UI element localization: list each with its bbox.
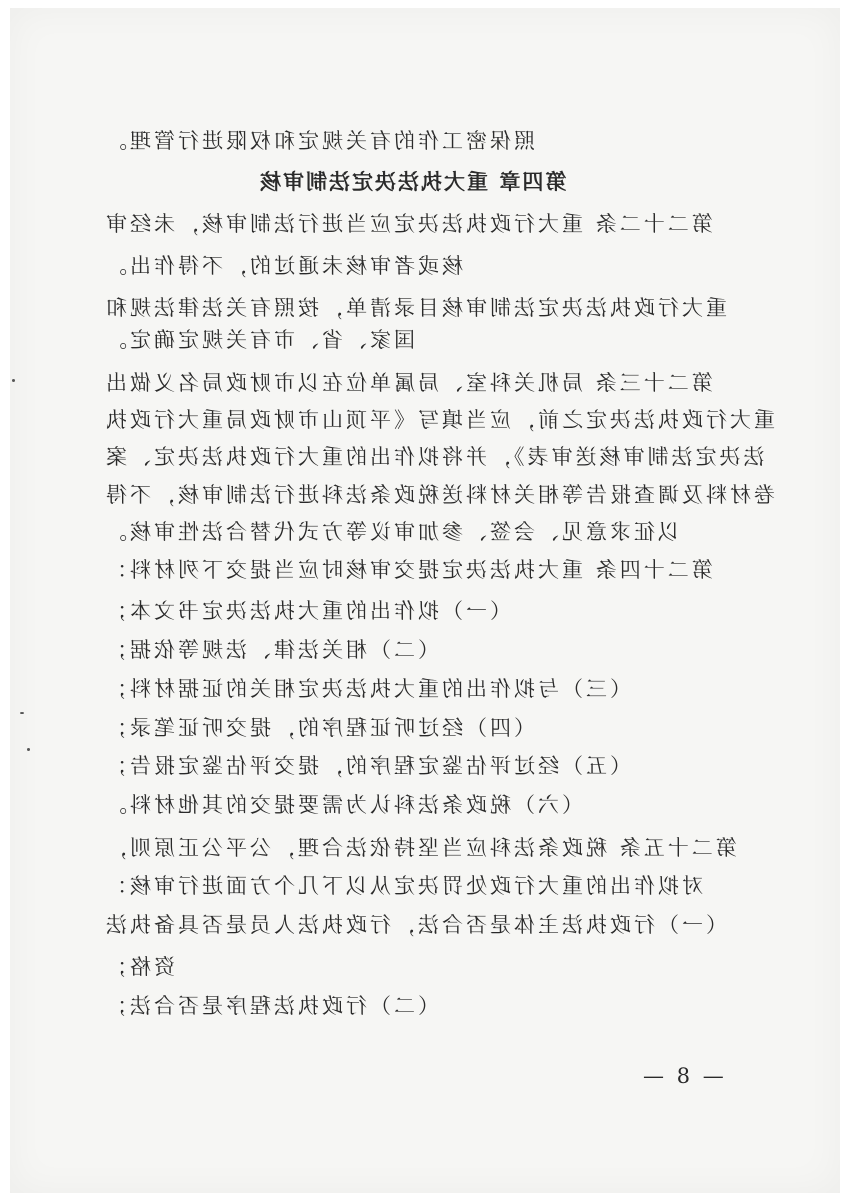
list-item-5: （五）经过评估鉴定程序的，提交评估鉴定报告； (103, 754, 631, 778)
text-line-21: （一）行政执法主体是否合法，行政执法人员是否具备执法 (103, 913, 727, 937)
text-line-11: 以征求意见、会签、参加审议等方式代替合法性审核。 (103, 520, 679, 544)
list-item-6: （六）税政条法科认为需要提交的其他材料。 (103, 793, 583, 817)
text-line-10: 卷材料及调查报告等相关材料送税政条法科进行法制审核，不得 (103, 483, 775, 507)
page-number: — 8 — (640, 1064, 724, 1088)
scan-speck (12, 379, 15, 382)
text-line-6: 国家、省、市有关规定确定。 (103, 328, 415, 352)
text-line-22: 资格； (103, 955, 175, 979)
text-line-20: 对拟作出的重大行政处罚决定从以下几个方面进行审核： (103, 874, 703, 898)
text-line-12: 第二十四条 重大执法决定提交审核时应当提交下列材料： (103, 558, 713, 582)
list-item-2: （二）相关法律、法规等依据； (103, 638, 439, 662)
text-line-19: 第二十五条 税政条法科应当坚持依法合理，公平公正原则， (103, 836, 737, 860)
scan-speck (20, 712, 24, 714)
text-line-8: 重大行政执法决定之前，应当填写《平顶山市财政局重大行政执 (103, 408, 775, 432)
list-item-3: （三）与拟作出的重大执法决定相关的证据材料； (103, 677, 631, 701)
chapter-heading: 第四章 重大执法决定法制审核 (258, 170, 567, 194)
list-item-4: （四）经过听证程序的，提交听证笔录； (103, 716, 535, 740)
scan-speck (27, 748, 30, 751)
list-item-1: （一）拟作出的重大执法决定书文本； (103, 599, 511, 623)
text-line-23: （二）行政执法程序是否合法； (103, 994, 439, 1018)
text-line-3: 第二十二条 重大行政执法决定应当进行法制审核，未经审 (103, 212, 713, 236)
text-line-5: 重大行政执法决定法制审核目录清单，按照有关法律法规和 (103, 296, 727, 320)
text-line-4: 核或者审核未通过的，不得作出。 (103, 254, 463, 278)
text-line-9: 法决定法制审核送审表》，并将拟作出的重大行政执法决定、案 (103, 445, 765, 469)
text-line-7: 第二十三条 局机关科室、局属单位在以市财政局名义做出 (103, 371, 713, 395)
text-line-1: 照保密工作的有关规定和权限进行管理。 (103, 129, 535, 153)
